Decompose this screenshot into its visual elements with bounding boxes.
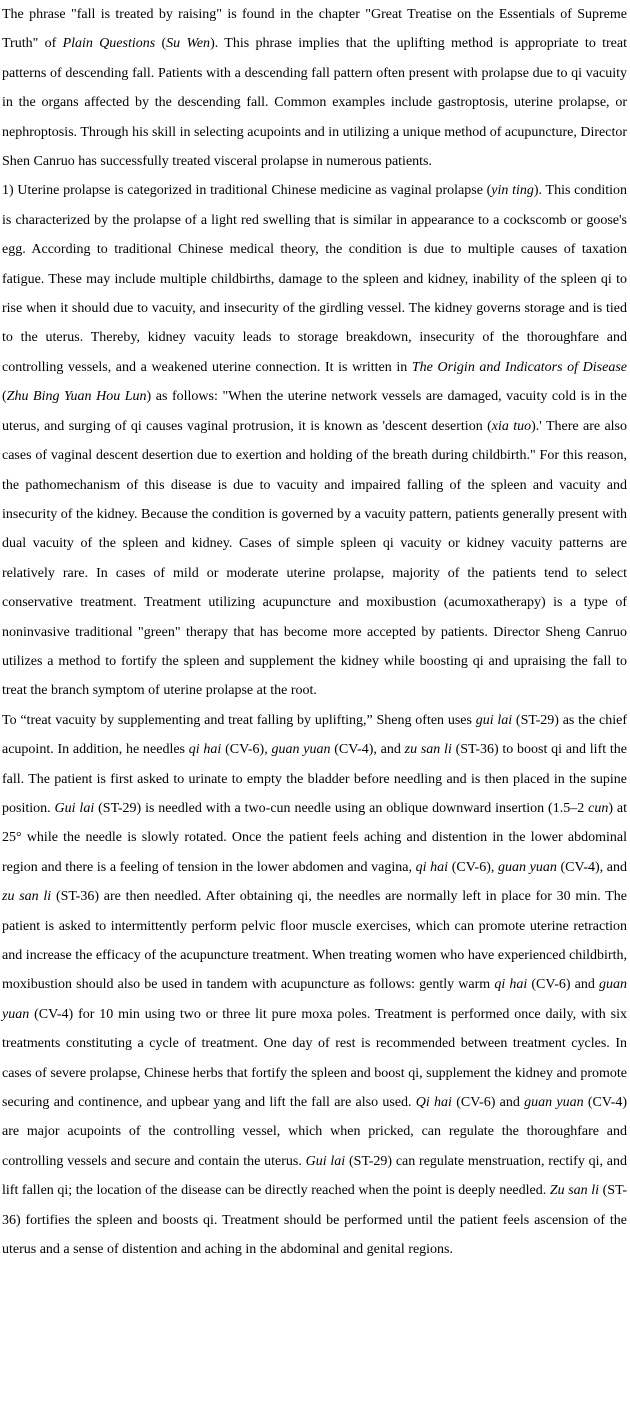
italic-term: cun	[588, 800, 609, 816]
text-run: (CV-6),	[221, 742, 272, 758]
text-run: ).' There are also cases of vaginal descent desertion due to exertion and holding of the breath during childbirth." For this reason, the pathomechanism of this disease is due to vacuity and impaired falling of the spleen and vacuity and insecurity of the kidney. Because the condition is governed by a vacuity pattern, patients generally present with dual vacuity of the spleen and kidney. Cases of simple spleen qi vacuity or kidney vacuity patterns are relatively rare. In cases of mild or moderate uterine prolapse, majority of the patients tend to select conservative treatment. Treatment utilizing acupuncture and moxibustion (acumoxatherapy) is a type of noninvasive traditional "green" therapy that has become more accepted by patients. Director Sheng Canruo utilizes a method to fortify the spleen and supplement the kidney while boosting qi and upraising the fall to treat the branch symptom of uterine prolapse at the root.	[2, 418, 628, 699]
italic-term: yin ting	[491, 183, 534, 199]
text-run: (ST-36) are then needled. After obtaining qi, the needles are normally left in place for 30 min. The patient is asked to intermittently perform pelvic floor muscle exercises, which can promote uterine retraction and increase the efficacy of the acupuncture treatment. When treating women who have experienced childbirth, moxibustion should also be used in tandem with acupuncture as follows: gently warm	[2, 889, 627, 993]
text-run: ) at 25° while the needle is slowly rotated. Once the patient feels aching and distention in the lower abdominal region and there is a feeling of tension in the lower abdomen and vagina,	[2, 800, 627, 875]
italic-term: xia tuo	[491, 418, 532, 434]
text-run: (CV-6) and	[451, 1095, 525, 1111]
text-run: (CV-6),	[448, 859, 498, 875]
text-run: (ST-29) is needled with a two-cun needle using an oblique downward insertion (1.5–2	[94, 800, 589, 816]
text-run: ). This condition is characterized by the prolapse of a light red swelling that is similar in appearance to a cockscomb or goose's egg. According to traditional Chinese medical theory, the condition is due to multiple causes of taxation fatigue. These may include multiple childbirths, damage to the spleen and kidney, inability of the spleen qi to rise when it should due to vacuity, and insecurity of the girdling vessel. The kidney governs storage and is tied to the uterus. Thereby, kidney vacuity leads to storage breakdown, insecurity of the thoroughfare and controlling vessels, and a weakened uterine connection. It is written in	[2, 183, 627, 375]
italic-term: Zhu Bing Yuan Hou Lun	[6, 389, 147, 405]
italic-term: Gui lai	[54, 800, 95, 816]
text-run: (	[155, 36, 167, 52]
italic-term: guan yuan	[2, 977, 627, 1022]
paragraph-treatment	[2, 706, 627, 1265]
text-run: ) as follows: "When the uterine network vessels are damaged, vacuity cold is in the uterus, and surging of qi causes vaginal protrusion, it is known as 'descent desertion (	[2, 389, 628, 434]
text-run: The phrase "fall is treated by raising" is found in the chapter "Great Treatise on the Essentials of Supreme Truth" of	[2, 7, 627, 52]
italic-term: Plain Questions	[62, 36, 156, 52]
text-run: (CV-4) are major acupoints of the controlling vessel, which when pricked, can regulate the thoroughfare and controlling vessels and secure and contain the uterus.	[2, 1095, 628, 1169]
text-run: (CV-4), and	[556, 859, 627, 875]
italic-term: qi hai	[415, 859, 449, 875]
italic-term: The Origin and Indicators of Disease	[411, 359, 628, 375]
italic-term: zu san li	[404, 742, 452, 758]
italic-term: qi hai	[188, 742, 222, 758]
text-run: (CV-6) and	[527, 977, 599, 993]
text-run: To “treat vacuity by supplementing and treat falling by uplifting,” Sheng often uses	[2, 712, 476, 728]
text-run: (CV-4) for 10 min using two or three lit pure moxa poles. Treatment is performed once daily, with six treatments constituting a cycle of treatment. One day of rest is recommended between treatment cycles. In cases of severe prolapse, Chinese herbs that fortify the spleen and boost qi, supplement the kidney and promote securing and continence, and upbear yang and lift the fall are also used.	[2, 1006, 627, 1111]
italic-term: guan yuan	[271, 742, 331, 758]
text-run: (	[2, 389, 7, 405]
italic-term: Su Wen	[166, 36, 211, 52]
italic-term: zu san li	[2, 889, 52, 905]
text-run: (CV-4), and	[330, 742, 405, 758]
italic-term: guan yuan	[498, 859, 557, 875]
text-run: 1) Uterine prolapse is categorized in traditional Chinese medicine as vaginal prolapse (	[2, 183, 492, 199]
italic-term: gui lai	[475, 712, 513, 728]
italic-term: Gui lai	[305, 1153, 346, 1169]
italic-term: guan yuan	[524, 1095, 584, 1111]
italic-term: Zu san li	[549, 1183, 600, 1199]
italic-term: qi hai	[494, 977, 528, 993]
text-run: ). This phrase implies that the uplifting method is appropriate to treat patterns of descending fall. Patients with a descending fall pattern often present with prolapse due to qi vacuity in the organs affected by the descending fall. Common examples include gastroptosis, uterine prolapse, or nephroptosis. Through his skill in selecting acupoints and in utilizing a unique method of acupuncture, Director Shen Canruo has successfully treated visceral prolapse in numerous patients.	[2, 36, 627, 170]
text-run: (ST-29) as the chief acupoint. In addition, he needles	[2, 712, 627, 758]
text-run: (ST-36) to boost qi and lift the fall. The patient is first asked to urinate to empty the bladder before needling and is then placed in the supine position.	[2, 742, 627, 816]
text-run: (ST-29) can regulate menstruation, rectify qi, and lift fallen qi; the location of the disease can be directly reached when the point is deeply needled.	[2, 1153, 628, 1199]
italic-term: Qi hai	[415, 1095, 452, 1111]
text-run: (ST-36) fortifies the spleen and boosts qi. Treatment should be performed until the patient feels ascension of the uterus and a sense of distention and aching in the abdominal and genital regions.	[2, 1183, 627, 1258]
paragraph-uterine-prolapse	[2, 176, 627, 705]
paragraph-intro	[2, 0, 627, 176]
